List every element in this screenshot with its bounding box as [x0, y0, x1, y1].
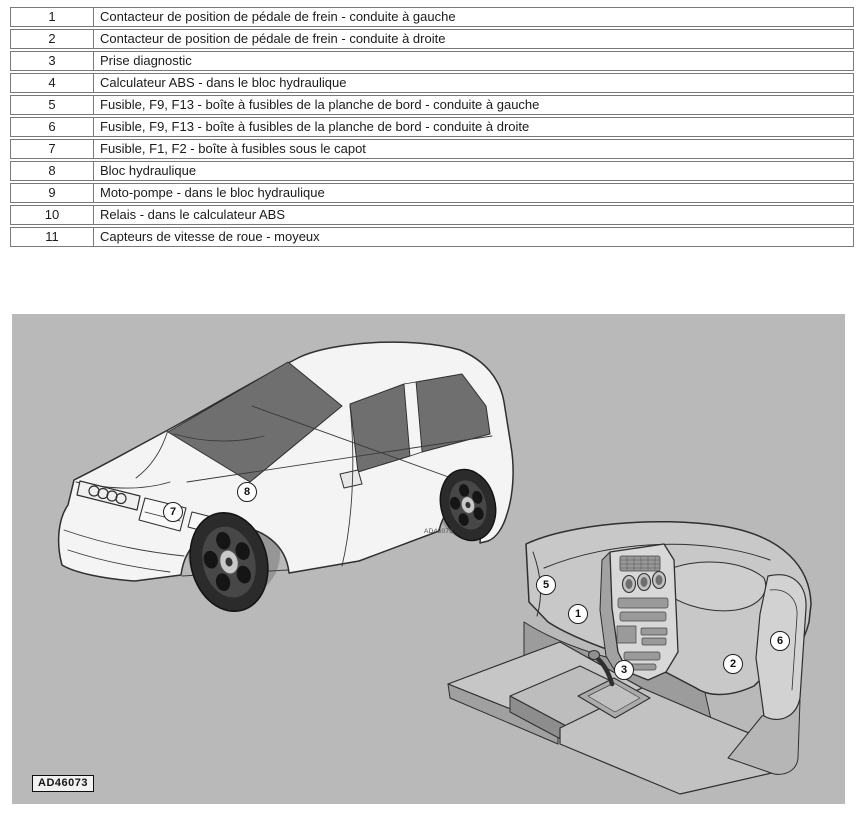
parts-table — [10, 7, 854, 249]
figure-callout — [536, 575, 556, 595]
callout-number: 7 — [169, 506, 177, 518]
table-row — [10, 205, 854, 225]
row-number: 3 — [11, 52, 94, 70]
figure-panel — [12, 314, 845, 804]
row-description: Relais - dans le calculateur ABS — [100, 207, 285, 222]
callout-number: 5 — [542, 579, 550, 591]
row-number: 10 — [11, 206, 94, 224]
figure-callout — [614, 660, 634, 680]
row-number: 8 — [11, 162, 94, 180]
figure-callout — [163, 502, 183, 522]
row-number: 2 — [11, 30, 94, 48]
row-description: Fusible, F1, F2 - boîte à fusibles sous le capot — [100, 141, 366, 156]
row-description: Capteurs de vitesse de roue - moyeux — [100, 229, 320, 244]
row-description: Calculateur ABS - dans le bloc hydraulique — [100, 75, 347, 90]
table-row — [10, 29, 854, 49]
figure-callout — [237, 482, 257, 502]
figure-callout — [770, 631, 790, 651]
table-row — [10, 227, 854, 247]
car-illustration — [59, 342, 513, 620]
row-description: Bloc hydraulique — [100, 163, 197, 178]
callout-number: 8 — [243, 486, 251, 498]
callout-number: 2 — [729, 658, 737, 670]
table-row — [10, 7, 854, 27]
row-number: 6 — [11, 118, 94, 136]
row-number: 9 — [11, 184, 94, 202]
table-row — [10, 73, 854, 93]
figure-artwork — [12, 314, 845, 804]
table-row — [10, 139, 854, 159]
row-description: Fusible, F9, F13 - boîte à fusibles de la planche de bord - conduite à droite — [100, 119, 530, 134]
row-number: 7 — [11, 140, 94, 158]
table-row — [10, 95, 854, 115]
figure-inline-ref: AD46073 — [424, 528, 454, 535]
row-number: 11 — [11, 228, 94, 246]
table-row — [10, 117, 854, 137]
callout-number: 1 — [574, 608, 582, 620]
row-number: 5 — [11, 96, 94, 114]
callout-number: 6 — [776, 635, 784, 647]
figure-reference-label: AD46073 — [32, 775, 94, 792]
row-description: Contacteur de position de pédale de frein - conduite à gauche — [100, 9, 456, 24]
table-row — [10, 183, 854, 203]
row-number: 4 — [11, 74, 94, 92]
table-row — [10, 161, 854, 181]
row-description: Prise diagnostic — [100, 53, 192, 68]
row-description: Fusible, F9, F13 - boîte à fusibles de la planche de bord - conduite à gauche — [100, 97, 540, 112]
table-row — [10, 51, 854, 71]
figure-callout — [568, 604, 588, 624]
row-number: 1 — [11, 8, 94, 26]
gear-knob — [589, 651, 600, 660]
row-description: Moto-pompe - dans le bloc hydraulique — [100, 185, 325, 200]
figure-callout — [723, 654, 743, 674]
callout-number: 3 — [620, 664, 628, 676]
row-description: Contacteur de position de pédale de frein - conduite à droite — [100, 31, 446, 46]
dashboard-illustration — [448, 522, 811, 794]
